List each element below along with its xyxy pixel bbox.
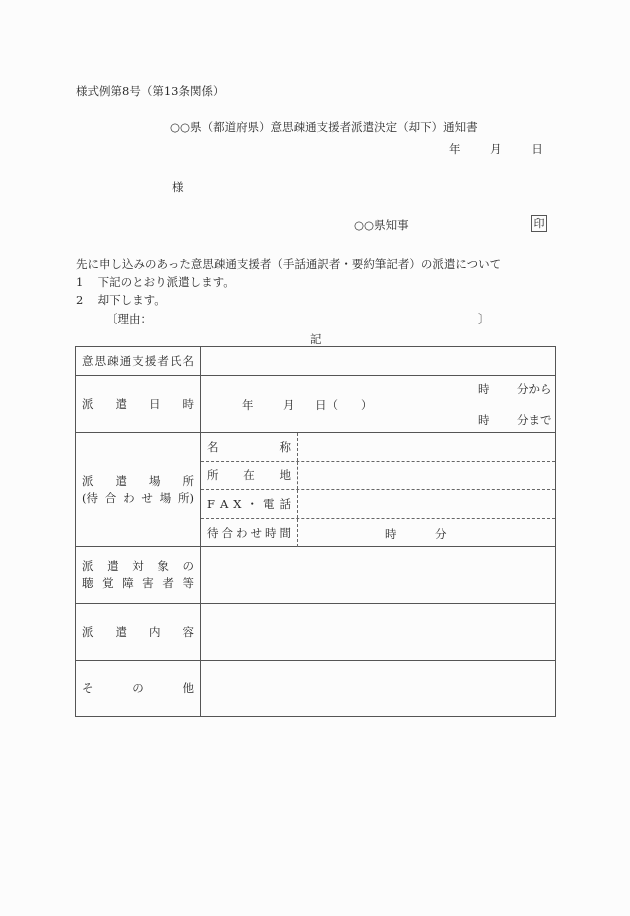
dt-from-minute: 分から <box>517 382 552 396</box>
meeting-hour: 時 <box>385 526 397 541</box>
label-other <box>76 661 201 716</box>
row-dispatch-place <box>76 433 555 547</box>
place-fax-phone-field[interactable] <box>298 490 555 518</box>
label-char: 名 <box>182 353 194 368</box>
label-char: 障 <box>122 576 134 590</box>
dispatch-place-block <box>201 433 555 546</box>
label-char: 通 <box>119 353 132 368</box>
place-address-field[interactable] <box>298 462 555 490</box>
label-dispatch-datetime <box>76 376 201 432</box>
label-char: 間 <box>279 525 291 540</box>
meeting-time-field[interactable] <box>298 519 555 548</box>
label-char: 日 <box>149 396 161 411</box>
label-char: 遣 <box>115 624 127 639</box>
row-dispatch-datetime <box>76 376 555 433</box>
subrow-place-address <box>201 462 555 491</box>
dispatch-content-field[interactable] <box>201 604 555 660</box>
reason-bracket-open: 〔理由： <box>106 312 152 326</box>
subrow-place-fax-phone <box>201 490 555 519</box>
document-title: ○○県（都道府県）意思疎通支援者派遣決定（却下）通知書 <box>170 120 478 134</box>
label-char: 派 <box>82 396 94 411</box>
label-char: A <box>219 496 229 511</box>
record-heading: 記 <box>310 332 322 346</box>
dt-day: 日（ ） <box>315 398 373 412</box>
date-year: 年 <box>449 142 461 156</box>
label-char: 派 <box>82 559 94 573</box>
label-char: 所 <box>207 468 219 483</box>
dt-from-hour: 時 <box>478 382 490 396</box>
label-char: (待 <box>82 490 98 505</box>
dt-to-minute: 分まで <box>517 413 552 427</box>
label-char: そ <box>82 681 94 695</box>
row-other <box>76 661 555 716</box>
label-place-address <box>201 462 298 490</box>
addressee-suffix: 様 <box>172 180 184 194</box>
label-char: F <box>207 496 215 511</box>
label-char: X <box>233 496 242 511</box>
label-char: 合 <box>221 525 233 540</box>
label-char: 合 <box>104 490 117 505</box>
row-dispatch-content <box>76 604 555 661</box>
label-char: せ <box>250 525 262 540</box>
label-char: 名 <box>207 439 219 454</box>
item-text: 却下します。 <box>97 293 166 307</box>
subrow-meeting-time <box>201 519 555 548</box>
label-char: ・ <box>246 496 258 511</box>
form-number: 様式例第8号（第13条関係） <box>76 84 225 98</box>
label-char: 所) <box>177 490 194 505</box>
label-char: わ <box>236 525 248 540</box>
item-number: 2 <box>76 293 84 307</box>
dispatch-datetime-field[interactable] <box>201 376 555 432</box>
label-char: 対 <box>132 559 144 573</box>
label-char: の <box>182 559 194 573</box>
label-char: せ <box>141 490 153 505</box>
label-char: わ <box>123 490 135 505</box>
row-supporter-name <box>76 347 555 376</box>
label-char: 在 <box>243 468 255 483</box>
row-target-person <box>76 547 555 604</box>
issue-date <box>449 141 543 157</box>
label-char: の <box>132 681 144 695</box>
label-char: 等 <box>182 576 194 590</box>
label-char: 他 <box>182 681 194 695</box>
label-char: 電 <box>262 496 275 511</box>
label-char: 遣 <box>115 473 127 488</box>
label-char: 時 <box>182 396 194 411</box>
label-char: 者 <box>157 353 169 368</box>
label-char: 派 <box>82 473 94 488</box>
label-char: 内 <box>149 624 161 639</box>
date-month: 月 <box>490 142 502 156</box>
item-text: 下記のとおり派遣します。 <box>97 275 235 289</box>
label-char: 害 <box>142 576 154 590</box>
subrow-place-name <box>201 433 555 462</box>
label-dispatch-content <box>76 604 201 660</box>
dispatch-details-table <box>75 346 556 717</box>
dt-month: 月 <box>283 398 295 412</box>
label-dispatch-place <box>76 433 201 546</box>
dt-year: 年 <box>242 398 254 412</box>
item-number: 1 <box>76 275 84 289</box>
label-char: 話 <box>279 496 291 511</box>
label-char: 遣 <box>115 396 127 411</box>
option-item-2 <box>76 292 166 308</box>
label-char: 思 <box>94 353 107 368</box>
supporter-name-field[interactable] <box>201 347 555 375</box>
label-char: 象 <box>157 559 169 573</box>
label-char: 支 <box>132 353 144 368</box>
label-char: 所 <box>182 473 194 488</box>
label-char: 聴 <box>82 576 94 590</box>
label-char: 派 <box>82 624 94 639</box>
label-char: 覚 <box>102 576 114 590</box>
label-char: 援 <box>144 353 157 368</box>
issuer-name: ○○県知事 <box>354 218 409 232</box>
label-char: 者 <box>162 576 174 590</box>
other-field[interactable] <box>201 661 555 716</box>
reason-bracket-close: 〕 <box>478 312 490 326</box>
label-supporter-name <box>76 347 201 375</box>
label-char: 遣 <box>107 559 119 573</box>
label-char: 意 <box>82 353 94 368</box>
dt-to-hour: 時 <box>478 413 490 427</box>
meeting-minute: 分 <box>435 526 447 541</box>
label-char: 称 <box>279 439 291 454</box>
label-char: 疎 <box>107 353 119 368</box>
label-char: 場 <box>159 490 172 505</box>
label-char: 氏 <box>169 353 182 368</box>
seal-mark: 印 <box>531 215 547 232</box>
option-item-1 <box>76 274 235 290</box>
label-meeting-time <box>201 519 298 548</box>
target-person-field[interactable] <box>201 547 555 603</box>
label-place-name <box>201 433 298 461</box>
label-char: 容 <box>182 624 194 639</box>
label-char: 地 <box>279 468 291 483</box>
label-char: 時 <box>265 525 277 540</box>
date-day: 日 <box>531 142 543 156</box>
label-place-fax-phone <box>201 490 298 518</box>
intro-text: 先に申し込みのあった意思疎通支援者（手話通訳者・要約筆記者）の派遣について <box>76 257 502 271</box>
label-target-person <box>76 547 201 603</box>
place-name-field[interactable] <box>298 433 555 461</box>
label-char: 場 <box>149 473 161 488</box>
label-char: 待 <box>207 525 219 540</box>
